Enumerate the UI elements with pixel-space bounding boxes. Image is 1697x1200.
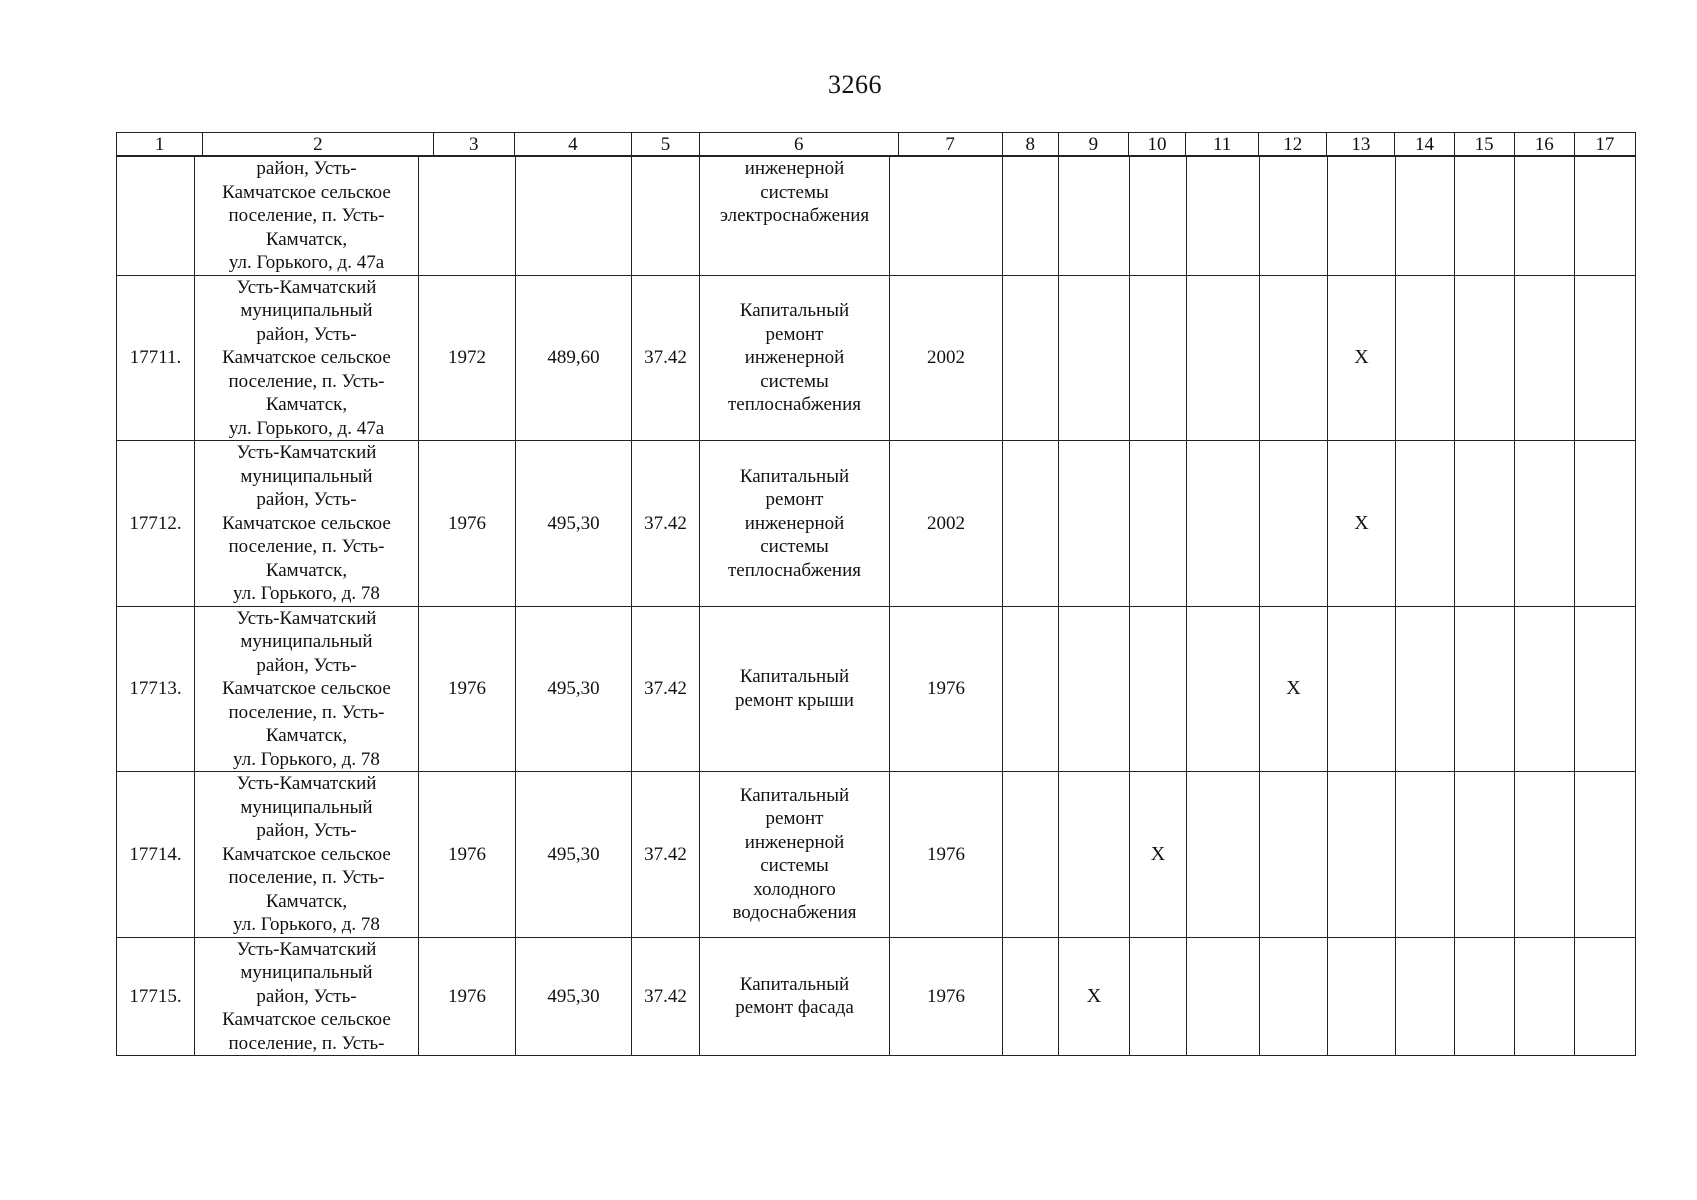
empty-cell <box>1455 937 1515 1056</box>
work-type-cell: инженерной системы электроснабжения <box>700 157 890 276</box>
code-cell <box>632 157 700 276</box>
work-type-cell: Капитальный ремонт инженерной системы теплоснабжения <box>700 441 890 607</box>
empty-cell <box>1059 275 1130 441</box>
column-header-17: 17 <box>1574 133 1635 156</box>
x-mark-cell: X <box>1328 441 1396 607</box>
area-cell: 495,30 <box>516 772 632 938</box>
work-year-cell: 1976 <box>890 937 1003 1056</box>
column-header-8: 8 <box>1002 133 1058 156</box>
build-year-cell: 1976 <box>419 606 516 772</box>
address-cell: район, Усть- Камчатское сельское поселение, п. Усть- Камчатск, ул. Горького, д. 47а <box>195 157 419 276</box>
register-body <box>116 156 1636 1056</box>
build-year-cell: 1976 <box>419 441 516 607</box>
empty-cell <box>1130 275 1187 441</box>
area-cell: 489,60 <box>516 275 632 441</box>
column-header-14: 14 <box>1395 133 1454 156</box>
empty-cell <box>1515 606 1575 772</box>
table-row <box>117 275 1636 441</box>
address-cell: Усть-Камчатский муниципальный район, Усть- Камчатское сельское поселение, п. Усть- <box>195 937 419 1056</box>
empty-cell <box>1515 157 1575 276</box>
empty-cell <box>1455 772 1515 938</box>
column-header-13: 13 <box>1327 133 1395 156</box>
empty-cell <box>1575 606 1636 772</box>
record-number: 17711. <box>117 275 195 441</box>
empty-cell <box>1396 275 1455 441</box>
column-header-4: 4 <box>514 133 631 156</box>
empty-cell <box>1003 441 1059 607</box>
column-header-3: 3 <box>433 133 514 156</box>
empty-cell <box>1260 937 1328 1056</box>
build-year-cell: 1972 <box>419 275 516 441</box>
empty-cell <box>1187 275 1260 441</box>
x-mark-cell: X <box>1130 772 1187 938</box>
empty-cell <box>1455 606 1515 772</box>
empty-cell <box>1130 441 1187 607</box>
column-header-7: 7 <box>898 133 1002 156</box>
column-header-12: 12 <box>1259 133 1327 156</box>
work-type-cell: Капитальный ремонт инженерной системы холодного водоснабжения <box>700 772 890 938</box>
empty-cell <box>1059 606 1130 772</box>
empty-cell <box>1455 441 1515 607</box>
column-header-9: 9 <box>1058 133 1128 156</box>
empty-cell <box>1328 937 1396 1056</box>
work-year-cell <box>890 157 1003 276</box>
record-number: 17714. <box>117 772 195 938</box>
empty-cell <box>1130 606 1187 772</box>
empty-cell <box>1515 441 1575 607</box>
area-cell: 495,30 <box>516 606 632 772</box>
register-table <box>116 132 1636 1056</box>
record-number <box>117 157 195 276</box>
page-number: 3266 <box>828 70 882 99</box>
build-year-cell <box>419 157 516 276</box>
empty-cell <box>1575 157 1636 276</box>
code-cell: 37.42 <box>632 937 700 1056</box>
work-type-cell: Капитальный ремонт крыши <box>700 606 890 772</box>
empty-cell <box>1059 441 1130 607</box>
empty-cell <box>1575 441 1636 607</box>
empty-cell <box>1575 937 1636 1056</box>
code-cell: 37.42 <box>632 441 700 607</box>
build-year-cell: 1976 <box>419 937 516 1056</box>
empty-cell <box>1515 275 1575 441</box>
area-cell <box>516 157 632 276</box>
work-year-cell: 2002 <box>890 441 1003 607</box>
record-number: 17712. <box>117 441 195 607</box>
empty-cell <box>1396 937 1455 1056</box>
empty-cell <box>1003 772 1059 938</box>
x-mark-cell: X <box>1328 275 1396 441</box>
empty-cell <box>1260 275 1328 441</box>
address-cell: Усть-Камчатский муниципальный район, Усть- Камчатское сельское поселение, п. Усть- Камчатск, ул. Горького, д. 78 <box>195 441 419 607</box>
empty-cell <box>1396 772 1455 938</box>
empty-cell <box>1187 606 1260 772</box>
code-cell: 37.42 <box>632 275 700 441</box>
empty-cell <box>1130 157 1187 276</box>
column-header-2: 2 <box>203 133 433 156</box>
empty-cell <box>1328 772 1396 938</box>
empty-cell <box>1260 157 1328 276</box>
column-header-1: 1 <box>117 133 203 156</box>
table-row <box>117 157 1636 276</box>
empty-cell <box>1003 606 1059 772</box>
area-cell: 495,30 <box>516 441 632 607</box>
empty-cell <box>1455 275 1515 441</box>
empty-cell <box>1515 937 1575 1056</box>
address-cell: Усть-Камчатский муниципальный район, Усть- Камчатское сельское поселение, п. Усть- Камчатск, ул. Горького, д. 47а <box>195 275 419 441</box>
build-year-cell: 1976 <box>419 772 516 938</box>
empty-cell <box>1187 441 1260 607</box>
empty-cell <box>1003 275 1059 441</box>
code-cell: 37.42 <box>632 772 700 938</box>
column-number-header <box>116 132 1636 156</box>
column-header-11: 11 <box>1186 133 1259 156</box>
table-row <box>117 937 1636 1056</box>
empty-cell <box>1059 157 1130 276</box>
table-row <box>117 772 1636 938</box>
x-mark-cell: X <box>1260 606 1328 772</box>
empty-cell <box>1396 441 1455 607</box>
work-year-cell: 1976 <box>890 772 1003 938</box>
area-cell: 495,30 <box>516 937 632 1056</box>
work-year-cell: 1976 <box>890 606 1003 772</box>
empty-cell <box>1575 772 1636 938</box>
empty-cell <box>1260 441 1328 607</box>
column-header-10: 10 <box>1128 133 1185 156</box>
work-type-cell: Капитальный ремонт инженерной системы теплоснабжения <box>700 275 890 441</box>
column-header-16: 16 <box>1514 133 1574 156</box>
empty-cell <box>1059 772 1130 938</box>
empty-cell <box>1328 606 1396 772</box>
empty-cell <box>1575 275 1636 441</box>
empty-cell <box>1003 157 1059 276</box>
record-number: 17713. <box>117 606 195 772</box>
empty-cell <box>1187 937 1260 1056</box>
code-cell: 37.42 <box>632 606 700 772</box>
empty-cell <box>1515 772 1575 938</box>
column-header-6: 6 <box>700 133 898 156</box>
column-header-15: 15 <box>1454 133 1514 156</box>
empty-cell <box>1455 157 1515 276</box>
record-number: 17715. <box>117 937 195 1056</box>
empty-cell <box>1003 937 1059 1056</box>
empty-cell <box>1396 606 1455 772</box>
table-row <box>117 441 1636 607</box>
column-header-5: 5 <box>631 133 699 156</box>
address-cell: Усть-Камчатский муниципальный район, Усть- Камчатское сельское поселение, п. Усть- Камчатск, ул. Горького, д. 78 <box>195 606 419 772</box>
address-cell: Усть-Камчатский муниципальный район, Усть- Камчатское сельское поселение, п. Усть- Камчатск, ул. Горького, д. 78 <box>195 772 419 938</box>
table-row <box>117 606 1636 772</box>
x-mark-cell: X <box>1059 937 1130 1056</box>
work-year-cell: 2002 <box>890 275 1003 441</box>
empty-cell <box>1187 157 1260 276</box>
empty-cell <box>1260 772 1328 938</box>
empty-cell <box>1396 157 1455 276</box>
empty-cell <box>1187 772 1260 938</box>
empty-cell <box>1328 157 1396 276</box>
empty-cell <box>1130 937 1187 1056</box>
work-type-cell: Капитальный ремонт фасада <box>700 937 890 1056</box>
